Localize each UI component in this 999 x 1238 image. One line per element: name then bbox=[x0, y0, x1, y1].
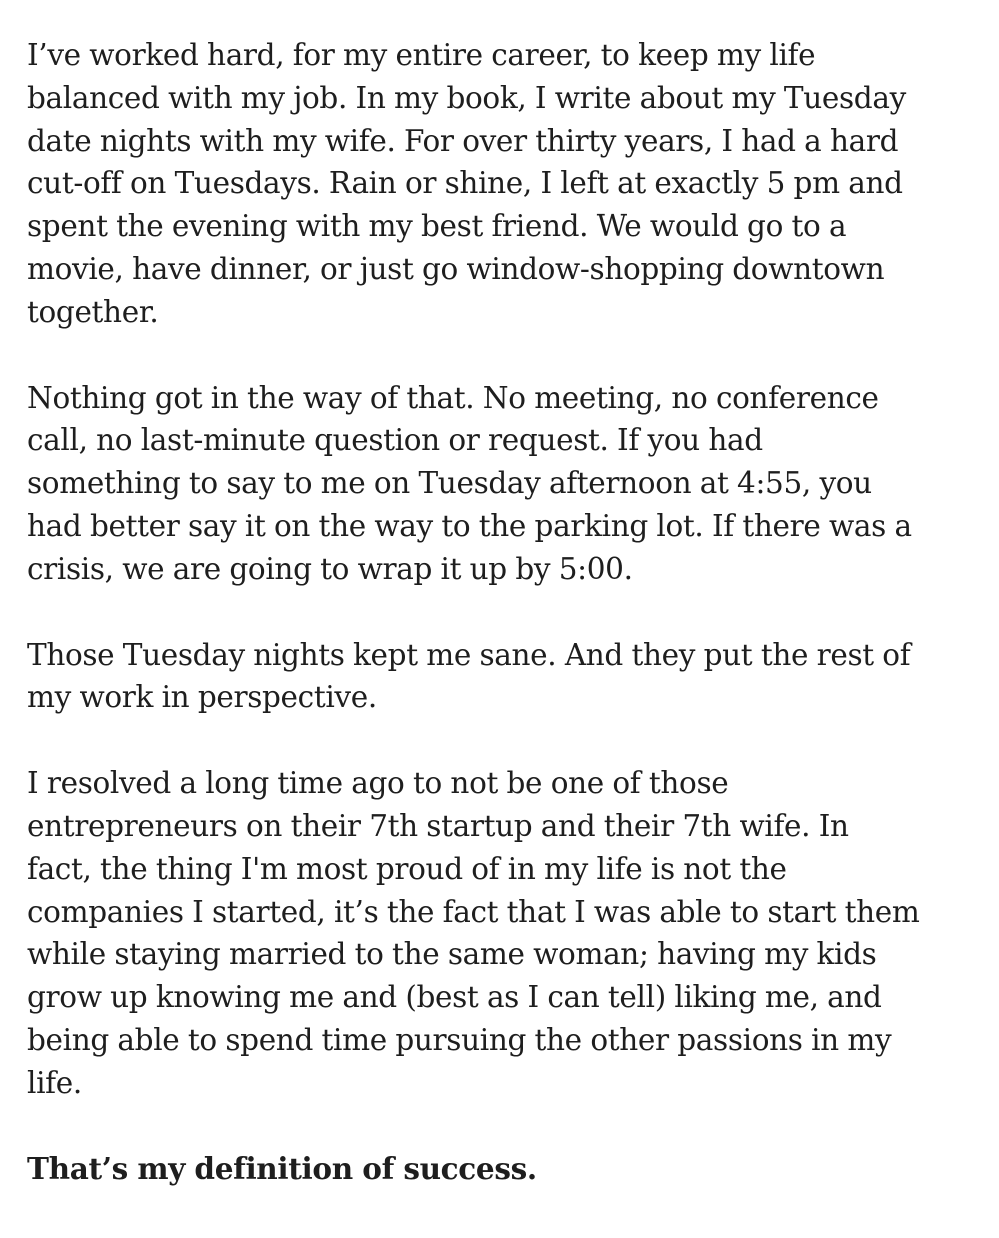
paragraph-tuesday-nights bbox=[27, 634, 959, 720]
text-line: crisis, we are going to wrap it up by 5:00. bbox=[27, 551, 633, 586]
text-line: I’ve worked hard, for my entire career, to keep my life bbox=[27, 38, 816, 72]
text-line: date nights with my wife. For over thirty years, I had a hard bbox=[27, 123, 899, 158]
conclusion-statement bbox=[27, 1148, 959, 1191]
text-line: spent the evening with my best friend. We would go to a bbox=[27, 209, 847, 244]
text-line: Those Tuesday nights kept me sane. And they put the rest of bbox=[27, 637, 911, 672]
text-line: entrepreneurs on their 7th startup and their 7th wife. In bbox=[27, 808, 849, 843]
text-line: call, no last-minute question or request. If you had bbox=[27, 423, 763, 458]
paragraph-balance bbox=[27, 34, 959, 334]
text-line: life. bbox=[27, 1065, 82, 1100]
text-line: Nothing got in the way of that. No meeting, no conference bbox=[27, 380, 879, 415]
text-line: together. bbox=[27, 294, 159, 329]
text-line: grow up knowing me and (best as I can tell) liking me, and bbox=[27, 980, 882, 1015]
text-line: being able to spend time pursuing the other passions in my bbox=[27, 1022, 892, 1057]
text-line: companies I started, it’s the fact that I was able to start them bbox=[27, 894, 920, 929]
paragraph-resolution bbox=[27, 762, 959, 1104]
text-line: while staying married to the same woman; having my kids bbox=[27, 937, 877, 972]
text-line: fact, the thing I'm most proud of in my life is not the bbox=[27, 851, 787, 886]
paragraph-nothing-in-the-way bbox=[27, 377, 959, 591]
text-line: my work in perspective. bbox=[27, 680, 377, 715]
text-line: cut-off on Tuesdays. Rain or shine, I left at exactly 5 pm and bbox=[27, 166, 903, 201]
text-line: balanced with my job. In my book, I write about my Tuesday bbox=[27, 80, 906, 115]
text-line: something to say to me on Tuesday afternoon at 4:55, you bbox=[27, 466, 872, 501]
text-line: had better say it on the way to the parking lot. If there was a bbox=[27, 508, 912, 543]
text-line: I resolved a long time ago to not be one of those bbox=[27, 766, 729, 801]
conclusion-text: That’s my definition of success. bbox=[27, 1150, 537, 1186]
text-line: movie, have dinner, or just go window-shopping downtown bbox=[27, 251, 885, 286]
